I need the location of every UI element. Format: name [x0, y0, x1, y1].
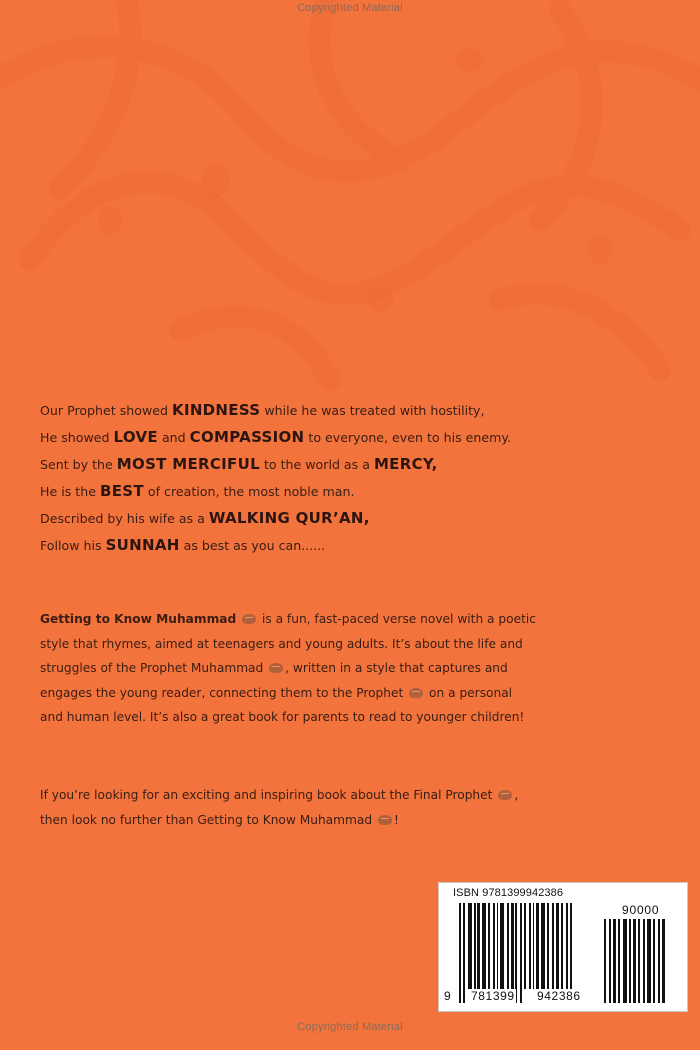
- barcode-bar: [500, 903, 504, 989]
- poem-emphasis: MERCY,: [373, 455, 438, 473]
- paragraph-line: [40, 783, 670, 808]
- poem-emphasis: BEST: [99, 482, 144, 500]
- barcode-bar: [604, 919, 606, 1003]
- poem-text: He is the: [40, 484, 100, 499]
- poem-line: [40, 424, 680, 451]
- closing-paragraph: [40, 783, 670, 832]
- barcode-bars-addon: [604, 919, 679, 1003]
- barcode-bar: [653, 919, 655, 1003]
- description-paragraph: [40, 607, 670, 730]
- poem-text: while he was treated with hostility,: [260, 403, 485, 418]
- poem-line: [40, 532, 680, 559]
- poem-text: He showed: [40, 430, 114, 445]
- barcode-bar: [647, 919, 651, 1003]
- barcode-bar: [556, 903, 559, 989]
- paragraph-line: and human level. It’s also a great book for parents to read to younger children!: [40, 710, 525, 724]
- poem-emphasis: COMPASSION: [189, 428, 305, 446]
- poem-text: and: [157, 430, 190, 445]
- barcode-digits-group1: 781399: [471, 989, 515, 1003]
- poem-line: [40, 478, 680, 505]
- barcode-bar: [529, 903, 531, 989]
- pbuh-calligraphy-icon: [498, 790, 512, 800]
- barcode-bar: [482, 903, 486, 989]
- barcode-bar: [536, 903, 539, 989]
- paragraph-text: then look no further than Getting to Know Muhammad: [40, 812, 376, 827]
- barcode-bar: [511, 903, 514, 989]
- barcode-bar: [515, 903, 517, 1003]
- paragraph-text: , written in a style that captures and: [285, 661, 508, 675]
- barcode-bar: [633, 919, 636, 1003]
- poem-text: to everyone, even to his enemy.: [304, 430, 512, 445]
- barcode-bar: [638, 919, 640, 1003]
- poem-emphasis: WALKING QUR’AN,: [208, 509, 370, 527]
- paragraph-line: [40, 656, 670, 681]
- barcode-bar: [459, 903, 461, 1003]
- paragraph-line: style that rhymes, aimed at teenagers and young adults. It’s about the life and: [40, 636, 523, 651]
- book-title: Getting to Know Muhammad: [40, 612, 237, 626]
- barcode-bar: [552, 903, 554, 989]
- barcode-bars-main: [459, 903, 599, 1003]
- barcode-bar: [493, 903, 495, 989]
- pbuh-calligraphy-icon: [409, 688, 423, 698]
- pbuh-calligraphy-icon: [269, 663, 283, 673]
- paragraph-line: [40, 607, 670, 632]
- poem-text: Sent by the: [40, 457, 117, 472]
- barcode-bar: [474, 903, 476, 989]
- poem-line: [40, 505, 680, 532]
- barcode-bar: [613, 919, 616, 1003]
- paragraph-line: [40, 808, 670, 833]
- barcode-bar: [662, 919, 665, 1003]
- barcode-bar: [570, 903, 572, 1003]
- isbn-label: ISBN 9781399942386: [453, 887, 564, 899]
- price-code: 90000: [622, 903, 660, 917]
- barcode-bar: [643, 919, 645, 1003]
- barcode-bar: [477, 903, 480, 989]
- barcode-bar: [629, 919, 631, 1003]
- poem-line: [40, 397, 680, 424]
- poem-line: [40, 451, 680, 478]
- poem-text: Described by his wife as a: [40, 511, 209, 526]
- paragraph-line: [40, 681, 670, 706]
- barcode-bar: [463, 903, 465, 1003]
- barcode-bar: [623, 919, 627, 1003]
- barcode-bar: [541, 903, 545, 989]
- pbuh-calligraphy-icon: [242, 614, 256, 624]
- barcode-bar: [547, 903, 549, 989]
- copyright-watermark-top: Copyrighted Material: [297, 2, 403, 14]
- copyright-watermark-bottom: Copyrighted Material: [297, 1021, 403, 1033]
- barcode-bar: [566, 903, 568, 989]
- pbuh-calligraphy-icon: [378, 815, 392, 825]
- paragraph-text: If you’re looking for an exciting and inspiring book about the Final Prophet: [40, 788, 497, 802]
- paragraph-text: ,: [514, 788, 519, 802]
- barcode-bar: [520, 903, 522, 1003]
- arabesque-pattern: [0, 0, 700, 400]
- barcode-bar: [561, 903, 563, 989]
- poem-text: as best as you can......: [179, 538, 326, 553]
- poem-text: of creation, the most noble man.: [143, 484, 355, 499]
- poem-emphasis: LOVE: [113, 428, 158, 446]
- barcode-digit-first: 9: [444, 989, 452, 1003]
- poem-text: Follow his: [40, 538, 106, 553]
- poem-emphasis: SUNNAH: [105, 536, 180, 554]
- barcode-digits-group2: 942386: [537, 989, 581, 1003]
- barcode-bar: [468, 903, 472, 989]
- barcode-bar: [497, 903, 498, 989]
- poem-block: [40, 397, 680, 559]
- poem-emphasis: KINDNESS: [172, 401, 261, 419]
- poem-text: Our Prophet showed: [40, 403, 173, 418]
- paragraph-text: !: [393, 812, 399, 827]
- barcode-bar: [524, 903, 526, 989]
- paragraph-text: struggles of the Prophet Muhammad: [40, 661, 268, 675]
- barcode-bar: [533, 903, 534, 989]
- barcode-bar: [609, 919, 611, 1003]
- paragraph-text: is a fun, fast-paced verse novel with a poetic: [258, 612, 536, 626]
- poem-text: to the world as a: [259, 457, 374, 472]
- barcode-bar: [658, 919, 660, 1003]
- poem-emphasis: MOST MERCIFUL: [116, 455, 260, 473]
- barcode-bar: [618, 919, 620, 1003]
- paragraph-text: on a personal: [425, 685, 513, 700]
- barcode-bar: [507, 903, 509, 989]
- paragraph-text: engages the young reader, connecting them to the Prophet: [40, 685, 408, 700]
- barcode-bar: [488, 903, 490, 989]
- isbn-barcode: [438, 882, 688, 1012]
